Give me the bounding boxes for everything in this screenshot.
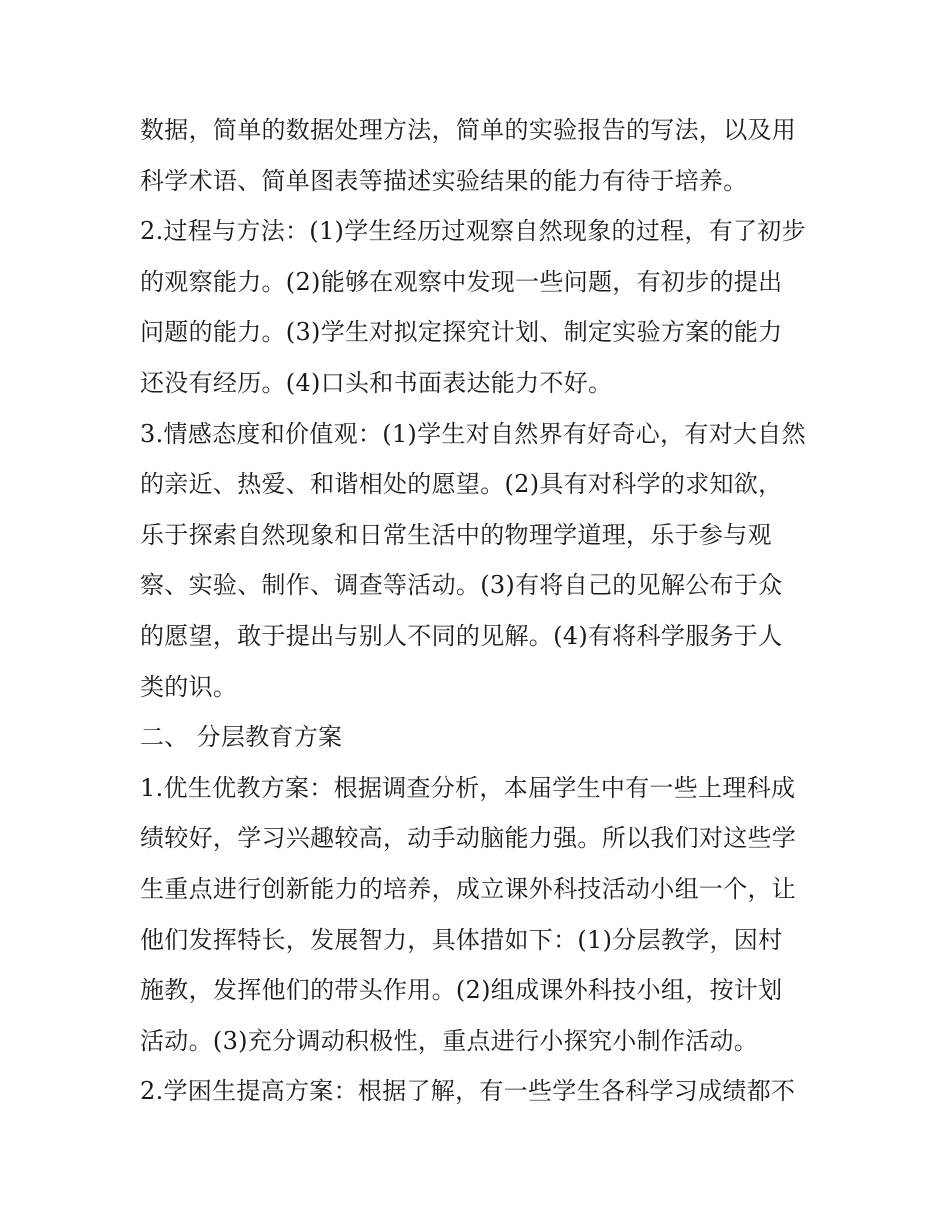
text-line: 的亲近、热爱、和谐相处的愿望。(2)具有对科学的求知欲， — [140, 470, 783, 499]
text-line: 数据，简单的数据处理方法，简单的实验报告的写法，以及用 — [140, 116, 797, 144]
text-line: 还没有经历。(4)口头和书面表达能力不好。 — [140, 368, 613, 397]
text-line: 2.学困生提高方案：根据了解，有一些学生各科学习成绩都不 — [140, 1077, 796, 1106]
section-heading: 二、 分层教育方案 — [140, 723, 343, 752]
document-page — [140, 105, 820, 1117]
text-line: 施教，发挥他们的带头作用。(2)组成课外科技小组，按计划 — [140, 976, 783, 1005]
text-line: 问题的能力。(3)学生对拟定探究计划、制定实验方案的能力 — [140, 318, 783, 347]
text-line: 的愿望，敢于提出与别人不同的见解。(4)有将科学服务于人 — [140, 621, 783, 650]
text-line: 科学术语、简单图表等描述实验结果的能力有待于培养。 — [140, 166, 748, 195]
text-line: 他们发挥特长，发展智力，具体措如下：(1)分层教学，因村 — [140, 925, 783, 954]
text-line: 生重点进行创新能力的培养，成立课外科技活动小组一个，让 — [140, 874, 797, 903]
text-line: 3.情感态度和价值观：(1)学生对自然界有好奇心，有对大自然 — [140, 419, 806, 448]
text-line: 2.过程与方法：(1)学生经历过观察自然现象的过程，有了初步 — [140, 217, 806, 246]
text-line: 的观察能力。(2)能够在观察中发现一些问题，有初步的提出 — [140, 267, 783, 296]
text-line: 活动。(3)充分调动积极性，重点进行小探究小制作活动。 — [140, 1026, 759, 1055]
text-line: 类的识。 — [140, 672, 238, 701]
text-line: 乐于探索自然现象和日常生活中的物理学道理，乐于参与观 — [140, 520, 772, 549]
text-line: 绩较好，学习兴趣较高，动手动脑能力强。所以我们对这些学 — [140, 824, 797, 853]
text-line: 察、实验、制作、调查等活动。(3)有将自己的见解公布于众 — [140, 571, 783, 600]
text-line: 1.优生优教方案：根据调查分析，本届学生中有一些上理科成 — [140, 773, 796, 802]
